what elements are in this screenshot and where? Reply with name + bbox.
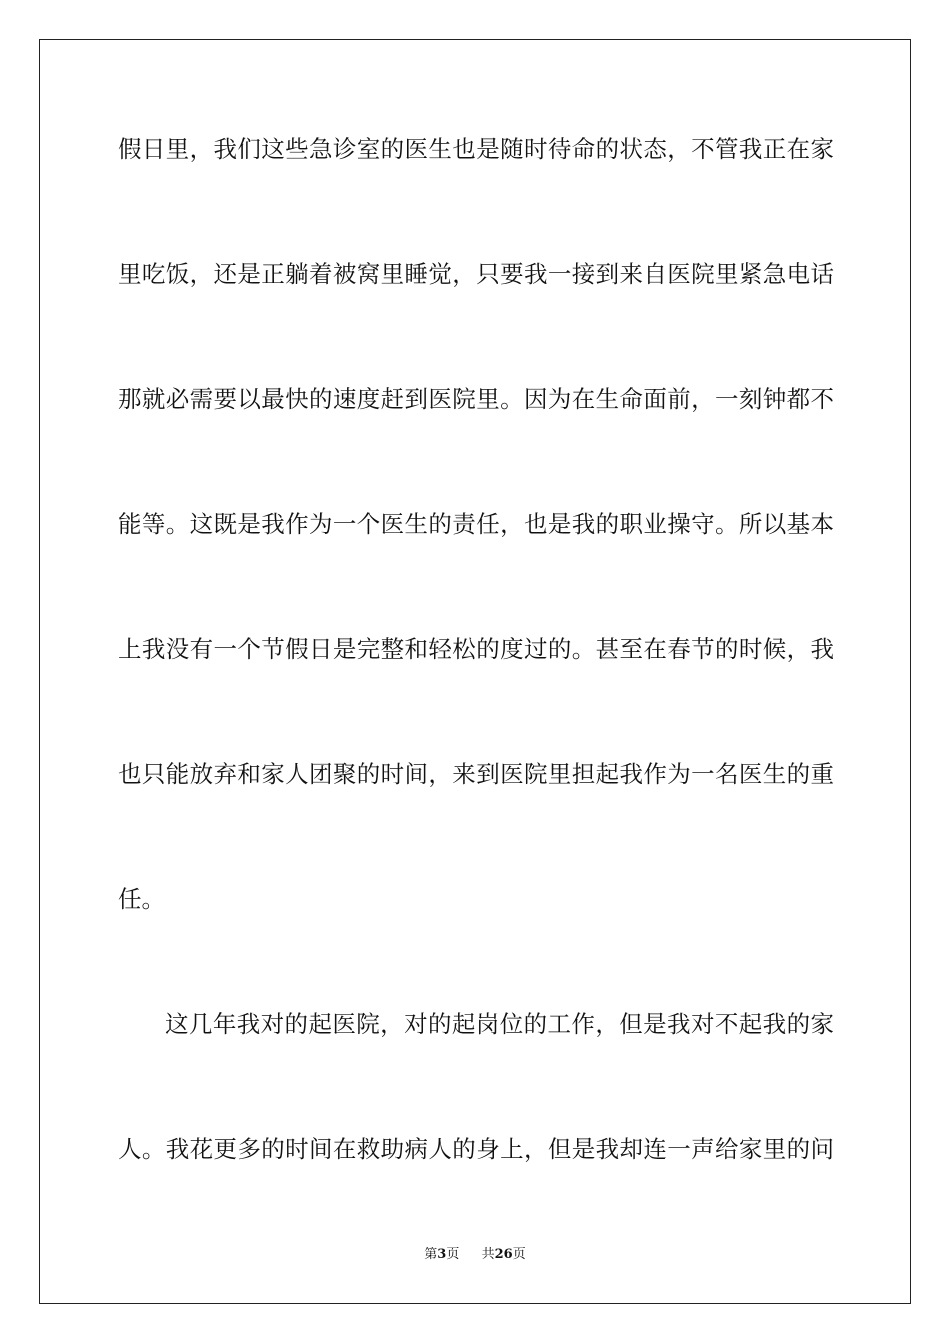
page-border <box>39 39 911 1304</box>
footer-page-suffix: 页 <box>446 1247 460 1262</box>
footer-total-suffix: 页 <box>512 1247 526 1262</box>
text-line-5: 上我没有一个节假日是完整和轻松的度过的。甚至在春节的时候，我 <box>118 635 834 663</box>
text-line-4: 能等。这既是我作为一个医生的责任，也是我的职业操守。所以基本 <box>118 510 834 538</box>
footer-total-pages: 26 <box>494 1247 513 1262</box>
text-line-6: 也只能放弃和家人团聚的时间，来到医院里担起我作为一名医生的重 <box>118 760 834 788</box>
page-footer <box>0 1247 950 1263</box>
footer-page-number: 3 <box>437 1247 447 1262</box>
footer-page-prefix: 第 <box>424 1247 438 1262</box>
text-line-9: 人。我花更多的时间在救助病人的身上，但是我却连一声给家里的问 <box>118 1135 834 1163</box>
text-line-8: 这几年我对的起医院，对的起岗位的工作，但是我对不起我的家 <box>165 1010 834 1038</box>
text-line-3: 那就必需要以最快的速度赶到医院里。因为在生命面前，一刻钟都不 <box>118 385 834 413</box>
text-line-7: 任。 <box>118 885 165 913</box>
text-line-2: 里吃饭，还是正躺着被窝里睡觉，只要我一接到来自医院里紧急电话 <box>118 260 834 288</box>
text-line-1: 假日里，我们这些急诊室的医生也是随时待命的状态，不管我正在家 <box>118 135 834 163</box>
footer-total-prefix: 共 <box>481 1247 495 1262</box>
